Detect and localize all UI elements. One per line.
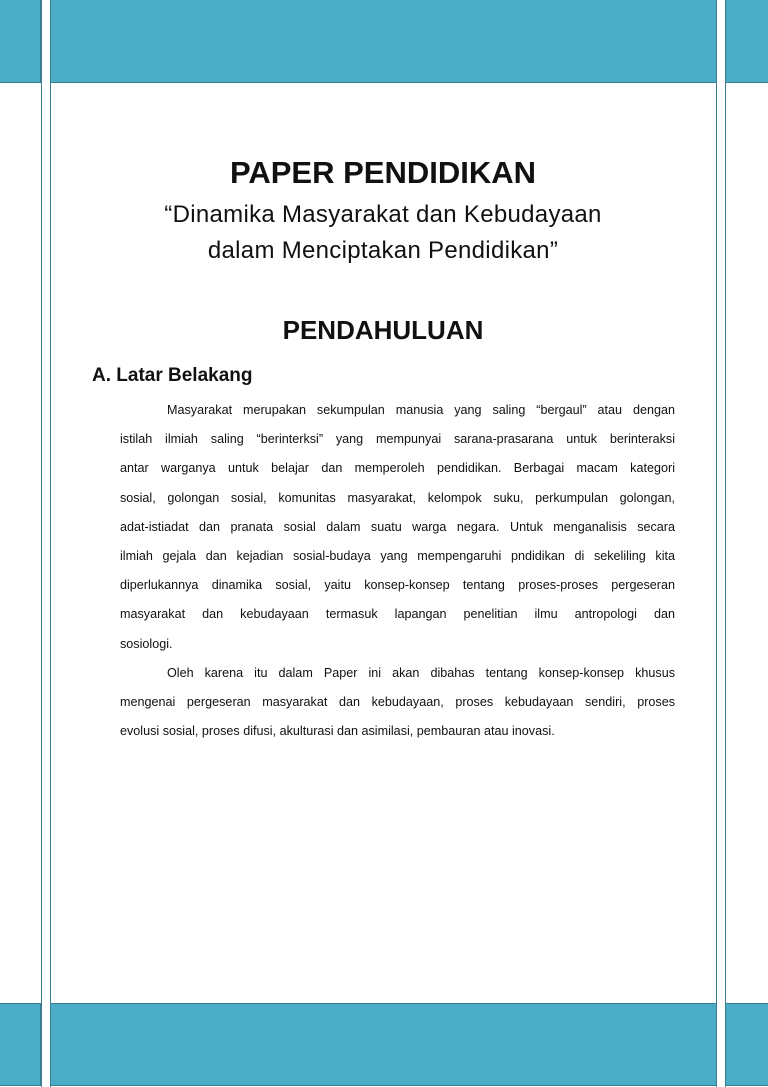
top-left-band xyxy=(0,0,41,83)
paragraph-line: Masyarakat merupakan sekumpulan manusia yang saling “bergaul” atau dengan xyxy=(167,403,675,417)
document-subtitle: “Dinamika Masyarakat dan Kebudayaan xyxy=(164,201,602,228)
paragraph-line: istilah ilmiah saling “berinterksi” yang mempunyai sarana-prasarana untuk berinteraksi xyxy=(120,432,675,447)
paragraph-line: ilmiah gejala dan kejadian sosial-budaya yang mempengaruhi pndidikan di sekeliling kita xyxy=(120,549,675,563)
bottom-main-band xyxy=(50,1003,717,1086)
paragraph-line: mengenai pergeseran masyarakat dan kebudayaan, proses kebudayaan sendiri, proses xyxy=(120,695,675,709)
paragraph-line: adat-istiadat dan pranata sosial dalam suatu warga negara. Untuk menganalisis secara xyxy=(120,519,675,534)
document-subtitle: dalam Menciptakan Pendidikan” xyxy=(207,237,559,264)
paragraph-line: masyarakat dan kebudayaan termasuk lapangan penelitian ilmu antropologi dan xyxy=(120,607,675,622)
paragraph-line: evolusi sosial, proses difusi, akulturasi dan asimilasi, pembauran atau inovasi. xyxy=(120,724,555,739)
paragraph-line: antar warganya untuk belajar dan memperoleh pendidikan. Berbagai macam kategori xyxy=(120,461,675,476)
margin-line xyxy=(716,0,717,1087)
margin-line xyxy=(41,0,42,1087)
section-title: PENDAHULUAN xyxy=(282,315,484,345)
bottom-left-band xyxy=(0,1003,41,1086)
paragraph-line: sosiologi. xyxy=(120,636,173,651)
subsection-heading: A. Latar Belakang xyxy=(92,365,253,386)
top-main-band xyxy=(50,0,717,83)
document-title: PAPER PENDIDIKAN xyxy=(229,155,537,190)
paragraph-line: diperlukannya dinamika sosial, yaitu konsep-konsep tentang proses-proses pergeseran xyxy=(120,578,675,593)
paragraph-line: sosial, golongan sosial, komunitas masyarakat, kelompok suku, perkumpulan golongan, xyxy=(120,490,675,505)
margin-line xyxy=(725,0,726,1087)
bottom-right-band xyxy=(725,1003,768,1086)
top-right-band xyxy=(725,0,768,83)
paragraph-line: Oleh karena itu dalam Paper ini akan dibahas tentang konsep-konsep khusus xyxy=(167,665,675,680)
